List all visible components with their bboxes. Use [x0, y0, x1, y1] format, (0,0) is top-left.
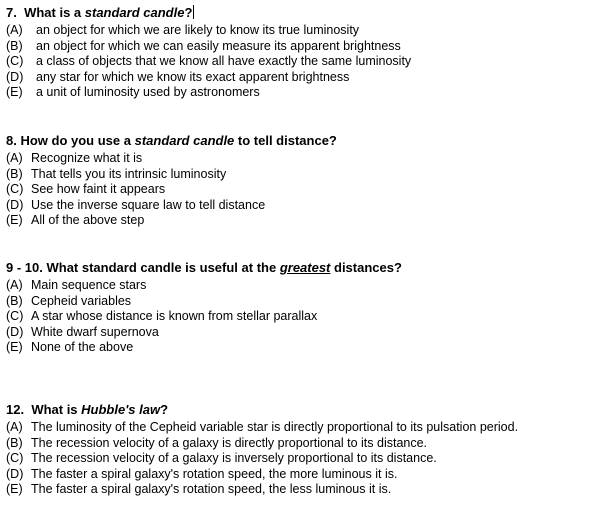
text-cursor	[193, 5, 194, 19]
option-letter: (A)	[6, 151, 23, 165]
question-title	[6, 402, 596, 418]
question-text: ?	[184, 5, 193, 20]
option-text: a unit of luminosity used by astronomers	[36, 85, 260, 100]
question-text: to tell distance?	[234, 133, 337, 148]
option-text: None of the above	[31, 340, 134, 355]
option-b	[6, 39, 596, 55]
option-letter: (C)	[6, 54, 24, 69]
question-title	[6, 133, 596, 149]
option-letter: (C)	[6, 182, 24, 197]
option-d	[6, 70, 596, 86]
option-b	[6, 294, 596, 310]
option-letter: (D)	[6, 466, 24, 481]
option-letter: (B)	[6, 38, 23, 53]
option-text: any star for which we know its exact apparent brightness	[36, 69, 350, 84]
option-letter: (B)	[6, 293, 23, 308]
option-letter: (E)	[6, 85, 23, 100]
option-text: All of the above step	[31, 213, 145, 228]
question-text: ?	[160, 402, 169, 417]
option-letter: (A)	[6, 278, 23, 292]
question-title	[6, 5, 596, 21]
question-title	[6, 260, 596, 276]
option-d	[6, 467, 596, 483]
option-letter: (B)	[6, 166, 23, 181]
question-text: How do you use a	[20, 133, 135, 148]
option-letter: (E)	[6, 482, 23, 497]
option-text: That tells you its intrinsic luminosity	[31, 166, 227, 181]
question-text: distances?	[330, 260, 402, 275]
option-text: The faster a spiral galaxy's rotation speed, the less luminous it is.	[31, 482, 392, 497]
option-letter: (C)	[6, 309, 24, 324]
question-text: What is	[31, 402, 82, 417]
question-12	[6, 402, 596, 498]
option-d	[6, 325, 596, 341]
option-letter: (D)	[6, 69, 24, 84]
option-text: Recognize what it is	[31, 151, 143, 165]
question-text-emphasis: standard candle	[134, 133, 235, 148]
option-text: The recession velocity of a galaxy is directly proportional to its distance.	[31, 435, 428, 450]
option-a	[6, 151, 596, 167]
option-text: a class of objects that we know all have exactly the same luminosity	[36, 54, 412, 69]
option-c	[6, 309, 596, 325]
option-e	[6, 340, 596, 356]
option-list	[6, 278, 596, 356]
question-text-emphasis: greatest	[279, 260, 331, 275]
question-text: What standard candle is useful at the	[46, 260, 280, 275]
option-b	[6, 436, 596, 452]
option-letter: (B)	[6, 435, 23, 450]
option-text: Main sequence stars	[31, 278, 147, 292]
option-text: The luminosity of the Cepheid variable star is directly proportional to its pulsation period.	[31, 420, 519, 434]
question-text: What is a	[24, 5, 85, 20]
option-text: A star whose distance is known from stellar parallax	[31, 309, 318, 324]
option-letter: (E)	[6, 340, 23, 355]
question-text-emphasis: standard candle	[84, 5, 185, 20]
question-number: 7.	[6, 5, 17, 20]
option-text: The faster a spiral galaxy's rotation speed, the more luminous it is.	[31, 466, 398, 481]
option-text: an object for which we can easily measure its apparent brightness	[36, 38, 401, 53]
option-letter: (D)	[6, 197, 24, 212]
question-number: 12.	[6, 402, 25, 417]
option-letter: (A)	[6, 23, 23, 37]
option-letter: (A)	[6, 420, 23, 434]
question-number: 8.	[6, 133, 17, 148]
option-letter: (E)	[6, 213, 23, 228]
option-text: White dwarf supernova	[31, 324, 159, 339]
option-a	[6, 420, 596, 436]
option-text: The recession velocity of a galaxy is inversely proportional to its distance.	[31, 451, 437, 466]
option-e	[6, 213, 596, 229]
question-7	[6, 5, 596, 101]
option-d	[6, 198, 596, 214]
option-text: Use the inverse square law to tell distance	[31, 197, 266, 212]
option-text: See how faint it appears	[31, 182, 166, 197]
question-9-10	[6, 260, 596, 356]
option-a	[6, 278, 596, 294]
option-letter: (D)	[6, 324, 24, 339]
question-text-emphasis: Hubble's law	[81, 402, 161, 417]
option-list	[6, 420, 596, 498]
option-b	[6, 167, 596, 183]
option-letter: (C)	[6, 451, 24, 466]
option-c	[6, 54, 596, 70]
option-text: an object for which we are likely to know its true luminosity	[36, 23, 360, 37]
option-c	[6, 451, 596, 467]
option-e	[6, 85, 596, 101]
question-number: 9 - 10.	[6, 260, 43, 275]
option-list	[6, 151, 596, 229]
question-8	[6, 133, 596, 229]
option-text: Cepheid variables	[31, 293, 132, 308]
option-e	[6, 482, 596, 498]
option-list	[6, 23, 596, 101]
option-c	[6, 182, 596, 198]
option-a	[6, 23, 596, 39]
